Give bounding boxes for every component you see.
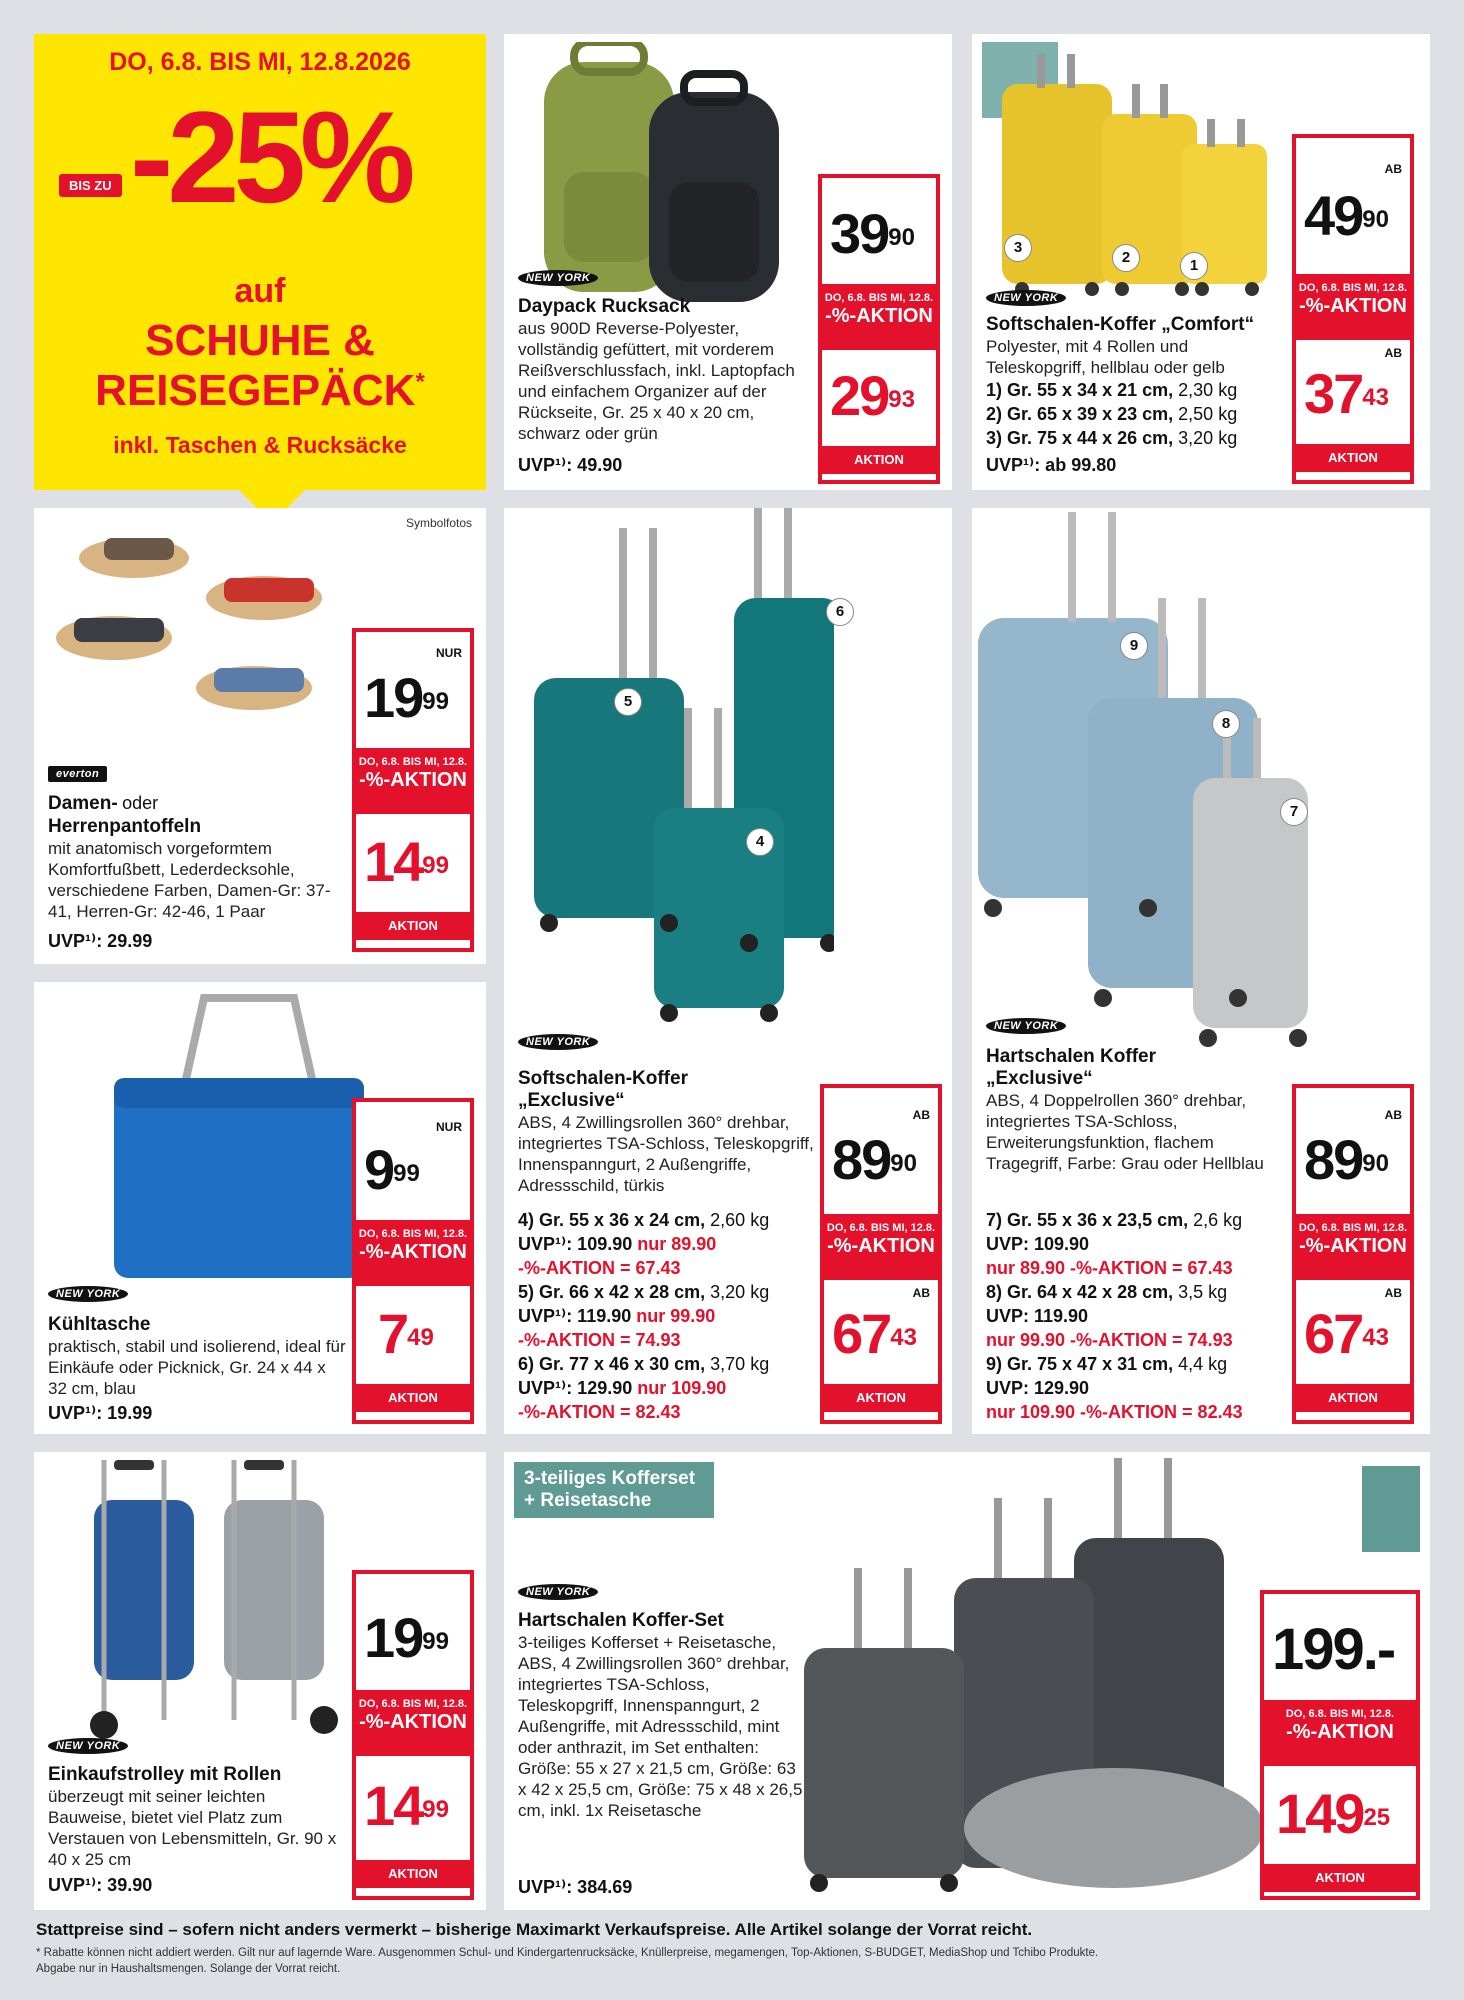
item-kg: 2,60 kg (710, 1210, 770, 1230)
aktion-price-value (1304, 1302, 1389, 1365)
item-7 (986, 1208, 1306, 1232)
regular-price-value (364, 666, 449, 729)
regular-price-value (830, 202, 915, 265)
marker-6: 6 (826, 598, 854, 626)
daypack-title: Daypack Rucksack (518, 296, 691, 317)
kuehltasche-price-box (352, 1098, 474, 1424)
kuehltasche-desc: praktisch, stabil und isolierend, ideal für Einkäufe oder Picknick, Gr. 24 x 44 x 32 cm, blau (48, 1337, 346, 1398)
slippers-image (54, 508, 354, 758)
regular-price-value: 199.- (1272, 1617, 1395, 1682)
marker-3: 3 (1004, 234, 1032, 262)
set-uvp: UVP¹⁾: 384.69 (518, 1877, 633, 1897)
aktion-price (1296, 340, 1410, 444)
aktion-cents: 93 (888, 386, 915, 413)
marker-9: 9 (1120, 632, 1148, 660)
regular-price (1296, 138, 1410, 278)
exclusive-soft-desc: ABS, 4 Zwillingsrollen 360° drehbar, integriertes TSA-Schloss, Teleskopgriff, Innenspanngurt, 2 Außengriffe, Adressschild, türkis (518, 1113, 814, 1195)
item-size: 4) Gr. 55 x 36 x 24 cm, (518, 1210, 706, 1230)
comfort-size-3 (986, 428, 1237, 449)
card-pantoffeln (34, 508, 486, 964)
aktion-footer: AKTION (1296, 444, 1410, 472)
aktion-price-value (830, 364, 915, 427)
ab-label: AB (1384, 1286, 1402, 1300)
price-main: 89 (832, 1128, 891, 1191)
aktion-footer: AKTION (824, 1384, 938, 1412)
aktion-main: 7 (378, 1302, 408, 1365)
item-5 (518, 1280, 828, 1304)
nur-label: NUR (436, 646, 462, 660)
pct-aktion: -%-AKTION (359, 1241, 467, 1263)
aktion-date: DO, 6.8. BIS MI, 12.8. (1298, 1222, 1408, 1234)
aktion-label (356, 1224, 470, 1286)
regular-price-value (1304, 184, 1389, 247)
item-aktion: nur 109.90 -%-AKTION = 82.43 (986, 1402, 1243, 1422)
aktion-label (1296, 1218, 1410, 1280)
badge-line1: 3-teiliges Kofferset (524, 1468, 696, 1489)
regular-price (356, 1102, 470, 1224)
aktion-cents: 43 (890, 1324, 917, 1351)
kuehltasche-uvp: UVP¹⁾: 19.99 (48, 1403, 153, 1423)
brand-logo-newyork: NEW YORK (518, 1034, 598, 1050)
pantoffeln-uvp: UVP¹⁾: 29.99 (48, 931, 153, 951)
title-part2: Herrenpantoffeln (48, 816, 202, 837)
set-desc: 3-teiliges Kofferset + Reisetasche, ABS, 4 Zwillingsrollen 360° drehbar, integriertes TSA-Schloss, Teleskopgriff, Innenspanngurt, 2 Außengriffe, mit Adressschild, mint oder anthrazit, im Set enthalten: Größe: 55 x 27 x 21,5 cm, Größe: 63 x 42 x 25,5 cm, Größe: 75 x 48 x 26,5 cm, inkl. 1x Reisetasche (518, 1633, 803, 1820)
brand-logo-newyork: NEW YORK (48, 1286, 128, 1302)
size-kg: 3,20 kg (1178, 428, 1238, 448)
regular-price (824, 1088, 938, 1218)
aktion-footer: AKTION (356, 1860, 470, 1888)
hardshell-suitcases-image (978, 508, 1308, 1048)
price-cents: 99 (422, 688, 449, 715)
item-9-uvp (986, 1376, 1306, 1400)
brand-logo-newyork: NEW YORK (48, 1738, 128, 1754)
item-6-prices (518, 1376, 828, 1400)
item-kg: 4,4 kg (1178, 1354, 1228, 1374)
aktion-label (822, 288, 936, 350)
size-label: 3) Gr. 75 x 44 x 26 cm, (986, 428, 1174, 448)
comfort-uvp: UVP¹⁾: ab 99.80 (986, 455, 1117, 475)
item-kg: 3,20 kg (710, 1282, 770, 1302)
item-6 (518, 1352, 828, 1376)
marker-1: 1 (1180, 252, 1208, 280)
aktion-main: 149 (1276, 1782, 1364, 1845)
card-comfort (972, 34, 1430, 490)
promo-line2: SCHUHE & (145, 316, 375, 365)
aktion-price-value (364, 830, 449, 893)
size-kg: 2,50 kg (1178, 404, 1238, 424)
item-nur: nur 99.90 (636, 1306, 716, 1326)
marker-5: 5 (614, 688, 642, 716)
aktion-price (822, 350, 936, 446)
exclusive-hard-items (986, 1208, 1306, 1424)
size-label: 1) Gr. 55 x 34 x 21 cm, (986, 380, 1174, 400)
aktion-date: DO, 6.8. BIS MI, 12.8. (358, 1228, 468, 1240)
marker-4: 4 (746, 828, 774, 856)
trolley-title: Einkaufstrolley mit Rollen (48, 1764, 282, 1785)
item-aktion: -%-AKTION = 67.43 (518, 1258, 681, 1278)
item-size: 5) Gr. 66 x 42 x 28 cm, (518, 1282, 706, 1302)
aktion-date: DO, 6.8. BIS MI, 12.8. (358, 1698, 468, 1710)
symbolfotos-label: Symbolfotos (405, 516, 472, 530)
trolley-desc: überzeugt mit seiner leichten Bauweise, bietet viel Platz zum Verstauen von Lebensmitteln, Gr. 90 x 40 x 25 cm (48, 1787, 337, 1869)
marker-7: 7 (1280, 798, 1308, 826)
item-nur: nur 109.90 (637, 1378, 727, 1398)
brand-logo-newyork: NEW YORK (518, 1584, 598, 1600)
item-size: 9) Gr. 75 x 47 x 31 cm, (986, 1354, 1174, 1374)
aktion-footer: AKTION (1296, 1384, 1410, 1412)
item-size: 6) Gr. 77 x 46 x 30 cm, (518, 1354, 706, 1374)
promo-star: * (415, 368, 425, 396)
item-uvp: UVP: 119.90 (986, 1306, 1089, 1326)
ab-label: AB (1384, 346, 1402, 360)
price-cents: 90 (890, 1150, 917, 1177)
pct-aktion: -%-AKTION (1299, 1235, 1407, 1257)
item-size: 8) Gr. 64 x 42 x 28 cm, (986, 1282, 1174, 1302)
promo-line3: REISEGEPÄCK (95, 366, 416, 415)
aktion-date: DO, 6.8. BIS MI, 12.8. (1298, 282, 1408, 294)
item-9 (986, 1352, 1306, 1376)
size-kg: 2,30 kg (1178, 380, 1238, 400)
card-kuehltasche (34, 982, 486, 1434)
brand-logo-newyork: NEW YORK (986, 290, 1066, 306)
badge-line2: + Reisetasche (524, 1490, 652, 1511)
trolley-price-box (352, 1570, 474, 1900)
pct-aktion: -%-AKTION (825, 305, 933, 327)
marker-2: 2 (1112, 244, 1140, 272)
footer-note1: * Rabatte können nicht addiert werden. Gilt nur auf lagernde Ware. Ausgenommen Schul- und Kindergartenrucksäcke, Knüllerpreise, megamengen, Top-Aktionen, S-BUDGET, MediaShop und Tchibo Produkte. (36, 1947, 1099, 1959)
item-aktion: -%-AKTION = 74.93 (518, 1330, 681, 1350)
price-cents: 90 (1362, 1150, 1389, 1177)
suitcase-set-image (794, 1458, 1274, 1898)
aktion-footer: AKTION (822, 446, 936, 474)
regular-price (1296, 1088, 1410, 1218)
item-5-prices (518, 1304, 828, 1328)
backpack-image (534, 42, 794, 306)
aktion-cents: 43 (1362, 1324, 1389, 1351)
aktion-label (1296, 278, 1410, 340)
item-kg: 3,70 kg (710, 1354, 770, 1374)
aktion-label (1264, 1704, 1416, 1766)
regular-price-value (832, 1128, 917, 1191)
brand-logo-newyork: NEW YORK (986, 1018, 1066, 1034)
aktion-cents: 43 (1362, 384, 1389, 411)
regular-price (356, 632, 470, 752)
set-title: Hartschalen Koffer-Set (518, 1610, 724, 1631)
aktion-date: DO, 6.8. BIS MI, 12.8. (358, 756, 468, 768)
item-nur: nur 89.90 (637, 1234, 717, 1254)
card-exclusive-soft (504, 508, 952, 1434)
pantoffeln-price-box (352, 628, 474, 952)
regular-price (356, 1574, 470, 1694)
aktion-main: 14 (364, 1774, 423, 1837)
aktion-price (356, 1286, 470, 1384)
set-price-box (1260, 1590, 1420, 1900)
price-main: 39 (830, 202, 889, 265)
aktion-main: 14 (364, 830, 423, 893)
marker-8: 8 (1212, 710, 1240, 738)
aktion-footer: AKTION (356, 1384, 470, 1412)
aktion-price-value (1304, 362, 1389, 425)
pct-aktion: -%-AKTION (359, 769, 467, 791)
aktion-price (356, 814, 470, 912)
aktion-price (824, 1280, 938, 1384)
price-main: 89 (1304, 1128, 1363, 1191)
item-uvp: UVP: 109.90 (986, 1234, 1090, 1254)
card-trolley (34, 1452, 486, 1910)
aktion-cents: 25 (1363, 1804, 1391, 1831)
card-daypack (504, 34, 952, 490)
daypack-uvp: UVP¹⁾: 49.90 (518, 455, 623, 475)
daypack-desc: aus 900D Reverse-Polyester, vollständig gefüttert, mit vorderem Reißverschlussfach, inkl. Laptopfach und einfachem Organizer auf der Rückseite, Gr. 25 x 40 x 20 cm, schwarz oder grün (518, 319, 795, 443)
item-8 (986, 1280, 1306, 1304)
aktion-main: 67 (1304, 1302, 1363, 1365)
regular-price-value (364, 1606, 449, 1669)
card-kofferset (504, 1452, 1430, 1910)
pantoffeln-title (48, 792, 348, 839)
price-main: 19 (364, 1606, 423, 1669)
aktion-price (1296, 1280, 1410, 1384)
price-main: 19 (364, 666, 423, 729)
item-uvp: UVP: 129.90 (986, 1378, 1090, 1398)
ab-label: AB (912, 1108, 930, 1122)
price-cents: 90 (888, 224, 915, 251)
price-main: 9 (364, 1138, 394, 1201)
exclusive-soft-title: Softschalen-Koffer „Exclusive“ (518, 1068, 688, 1111)
promo-date: DO, 6.8. BIS MI, 12.8.2026 (109, 48, 411, 76)
title-part1: Damen- (48, 793, 118, 814)
aktion-footer: AKTION (356, 912, 470, 940)
exclusive-hard-desc: ABS, 4 Doppelrollen 360° drehbar, integriertes TSA-Schloss, Erweiterungsfunktion, flachem Tragegriff, Farbe: Grau oder Hellblau (986, 1091, 1264, 1173)
exclusive-hard-price-box (1292, 1084, 1414, 1424)
exclusive-soft-price-box (820, 1084, 942, 1424)
item-kg: 2,6 kg (1193, 1210, 1243, 1230)
aktion-footer: AKTION (1264, 1864, 1416, 1892)
item-uvp: UVP¹⁾: 119.90 (518, 1306, 632, 1326)
aktion-label (824, 1218, 938, 1280)
set-badge (514, 1462, 714, 1518)
exclusive-soft-items (518, 1208, 828, 1424)
card-exclusive-hard (972, 508, 1430, 1434)
aktion-main: 67 (832, 1302, 891, 1365)
ab-label: AB (1384, 1108, 1402, 1122)
aktion-price-value (1276, 1782, 1391, 1845)
aktion-main: 29 (830, 364, 889, 427)
comfort-title: Softschalen-Koffer „Comfort“ (986, 314, 1255, 335)
item-aktion: -%-AKTION = 82.43 (518, 1402, 681, 1422)
item-7-uvp (986, 1232, 1306, 1256)
aktion-cents: 99 (422, 852, 449, 879)
price-main: 49 (1304, 184, 1363, 247)
aktion-date: DO, 6.8. BIS MI, 12.8. (824, 292, 934, 304)
trolley-uvp: UVP¹⁾: 39.90 (48, 1875, 153, 1895)
aktion-cents: 99 (422, 1796, 449, 1823)
exclusive-hard-title: Hartschalen Koffer „Exclusive“ (986, 1046, 1156, 1089)
aktion-date: DO, 6.8. BIS MI, 12.8. (1285, 1708, 1395, 1720)
nur-label: NUR (436, 1120, 462, 1134)
regular-price (822, 178, 936, 288)
aktion-main: 37 (1304, 362, 1363, 425)
comfort-desc: Polyester, mit 4 Rollen und Teleskopgriff, hellblau oder gelb (986, 337, 1225, 377)
aktion-label (356, 752, 470, 814)
aktion-price (1264, 1766, 1416, 1864)
comfort-price-box (1292, 134, 1414, 484)
price-cents: 99 (422, 1628, 449, 1655)
footer-note2: Abgabe nur in Haushaltsmengen. Solange der Vorrat reicht. (36, 1963, 341, 1975)
footer-main: Stattpreise sind – sofern nicht anders vermerkt – bisherige Maximarkt Verkaufspreise. Alle Artikel solange der Vorrat reicht. (36, 1920, 1033, 1939)
regular-price-value (1304, 1128, 1389, 1191)
item-uvp: UVP¹⁾: 129.90 (518, 1378, 633, 1398)
pantoffeln-desc: mit anatomisch vorgeformtem Komfortfußbett, Lederdecksohle, verschiedene Farben, Damen-Gr: 37-41, Herren-Gr: 42-46, 1 Paar (48, 839, 331, 921)
pct-aktion: -%-AKTION (827, 1235, 935, 1257)
item-size: 7) Gr. 55 x 36 x 23,5 cm, (986, 1210, 1189, 1230)
promo-banner (34, 34, 486, 490)
pct-aktion: -%-AKTION (359, 1711, 467, 1733)
item-4-prices (518, 1232, 828, 1256)
aktion-price-value (832, 1302, 917, 1365)
aktion-price-value (364, 1774, 449, 1837)
title-oder: oder (122, 793, 159, 813)
item-kg: 3,5 kg (1178, 1282, 1228, 1302)
brand-logo-everton: everton (48, 766, 107, 782)
color-swatch-mint (1362, 1466, 1420, 1552)
pct-aktion: -%-AKTION (1299, 295, 1407, 317)
item-uvp: UVP¹⁾: 109.90 (518, 1234, 633, 1254)
bis-zu-badge: BIS ZU (59, 174, 122, 197)
brand-logo-newyork: NEW YORK (518, 270, 598, 286)
item-8-uvp (986, 1304, 1306, 1328)
aktion-price-value (378, 1302, 434, 1365)
comfort-size-1 (986, 380, 1237, 401)
promo-line4: inkl. Taschen & Rucksäcke (113, 432, 407, 458)
aktion-date: DO, 6.8. BIS MI, 12.8. (826, 1222, 936, 1234)
promo-line1: auf (234, 272, 286, 310)
aktion-label (356, 1694, 470, 1756)
aktion-price (356, 1756, 470, 1860)
teal-suitcases-image (524, 508, 834, 1048)
regular-price-value (364, 1138, 420, 1201)
price-cents: 90 (1362, 206, 1389, 233)
ab-label: AB (912, 1286, 930, 1300)
item-4 (518, 1208, 828, 1232)
item-aktion: nur 99.90 -%-AKTION = 74.93 (986, 1330, 1233, 1350)
promo-percent: -25% (130, 84, 410, 230)
aktion-cents: 49 (407, 1324, 434, 1351)
cooler-bag-image (114, 988, 374, 1288)
promo-line3-wrap (34, 366, 486, 416)
item-aktion: nur 89.90 -%-AKTION = 67.43 (986, 1258, 1233, 1278)
shopping-trolley-image (74, 1460, 354, 1760)
kuehltasche-title: Kühltasche (48, 1314, 151, 1335)
ab-label: AB (1384, 162, 1402, 176)
size-label: 2) Gr. 65 x 39 x 23 cm, (986, 404, 1174, 424)
daypack-price-box (818, 174, 940, 484)
regular-price (1264, 1594, 1416, 1704)
price-cents: 99 (393, 1160, 420, 1187)
pct-aktion: -%-AKTION (1286, 1721, 1394, 1743)
comfort-size-2 (986, 404, 1237, 425)
